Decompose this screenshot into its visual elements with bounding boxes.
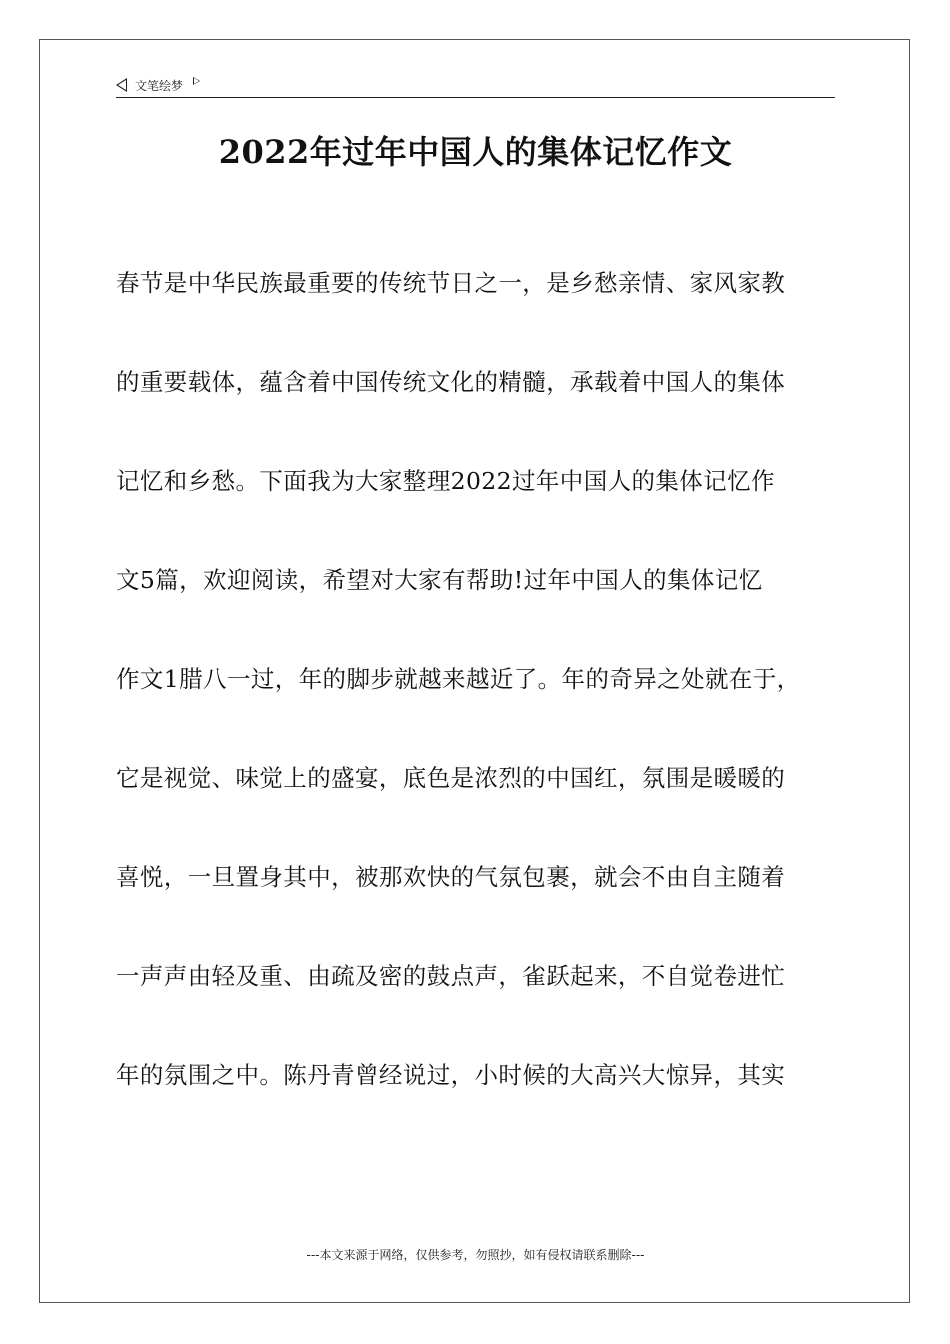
triangle-left-icon [116, 78, 127, 92]
body-line: 年的氛围之中。陈丹青曾经说过，小时候的大高兴大惊异，其实 [116, 1061, 786, 1089]
page-header [116, 74, 200, 96]
document-body [116, 258, 841, 1149]
body-line: 春节是中华民族最重要的传统节日之一，是乡愁亲情、家风家教 [116, 269, 786, 297]
body-line: 喜悦，一旦置身其中，被那欢快的气氛包裹，就会不由自主随着 [116, 863, 786, 891]
body-line: 记忆和乡愁。下面我为大家整理2022过年中国人的集体记忆作 [116, 467, 775, 495]
body-line: 文5篇，欢迎阅读，希望对大家有帮助!过年中国人的集体记忆 [116, 566, 763, 594]
header-brand: 文笔绘梦 [135, 78, 184, 93]
body-line: 作文1腊八一过，年的脚步就越来越近了。年的奇异之处就在于， [116, 665, 801, 693]
document-title: 2022年过年中国人的集体记忆作文 [218, 133, 733, 171]
triangle-right-icon [193, 77, 200, 85]
body-line: 一声声由轻及重、由疏及密的鼓点声，雀跃起来，不自觉卷进忙 [116, 962, 786, 990]
footer-notice: ---本文来源于网络，仅供参考，勿照抄，如有侵权请联系删除--- [306, 1248, 645, 1262]
body-line: 的重要载体，蕴含着中国传统文化的精髓，承载着中国人的集体 [116, 368, 786, 396]
body-line: 它是视觉、味觉上的盛宴，底色是浓烈的中国红，氛围是暖暖的 [116, 764, 786, 792]
header-divider [116, 97, 835, 98]
